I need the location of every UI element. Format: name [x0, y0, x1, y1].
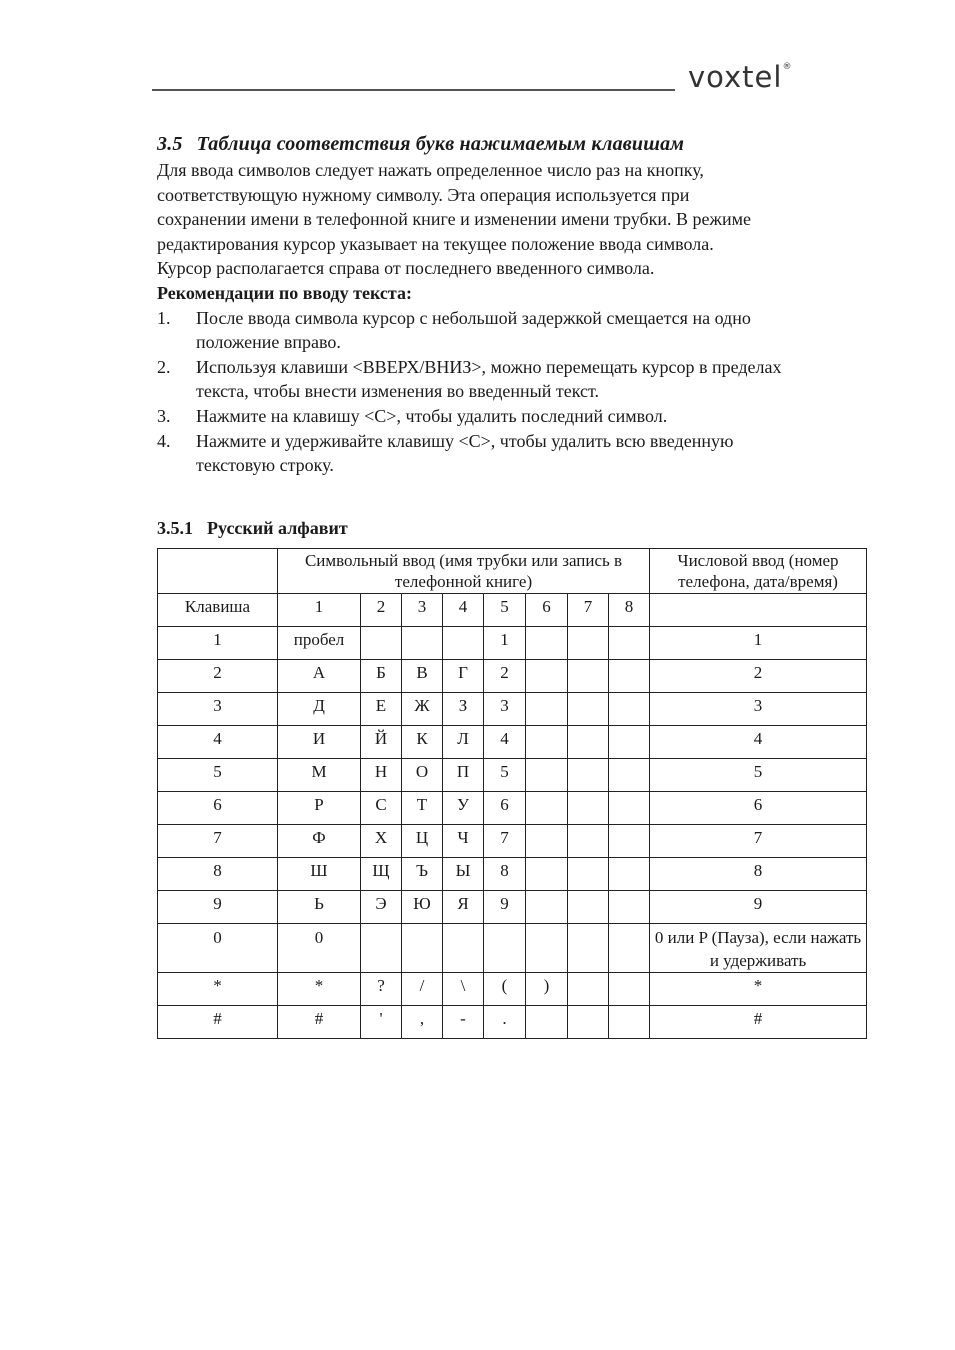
subsection-title [157, 518, 348, 539]
table-row [158, 924, 867, 973]
table-cell-char: 6 [484, 792, 526, 825]
table-cell-char: Ъ [402, 858, 443, 891]
table-cell-char: Х [361, 825, 402, 858]
table-cell-char: ) [526, 973, 568, 1006]
recommendation-line: положение вправо. [196, 332, 341, 353]
table-row [158, 759, 867, 792]
table-cell-char [361, 627, 402, 660]
intro-line: соответствующую нужному символу. Эта операция используется при [157, 184, 690, 205]
table-cell-char [568, 759, 609, 792]
table-cell-char: . [484, 1006, 526, 1039]
table-cell-char [568, 924, 609, 973]
table-row [158, 693, 867, 726]
table-cell-char [568, 792, 609, 825]
intro-line: сохранении имени в телефонной книге и изменении имени трубки. В режиме [157, 209, 751, 230]
voxtel-logo [688, 60, 792, 94]
table-cell-char: ? [361, 973, 402, 1006]
table-cell-char [526, 1006, 568, 1039]
table-cell-char: ' [361, 1006, 402, 1039]
table-row [158, 858, 867, 891]
recommendation-line: текста, чтобы внести изменения во введенный текст. [196, 381, 600, 402]
table-cell-char: М [278, 759, 361, 792]
table-cell-key: 0 [158, 924, 278, 973]
table-cell-char: У [443, 792, 484, 825]
table-cell-numeric: 1 [650, 627, 867, 660]
table-cell-numeric: 5 [650, 759, 867, 792]
table-cell-char: И [278, 726, 361, 759]
recommendation-line: Нажмите и удерживайте клавишу <С>, чтобы удалить всю введенную [196, 430, 734, 451]
table-cell-char: П [443, 759, 484, 792]
table-row [158, 792, 867, 825]
table-cell-char [484, 924, 526, 973]
table-cell-char: 4 [484, 726, 526, 759]
recommendation-line: После ввода символа курсор с небольшой задержкой смещается на одно [196, 307, 751, 328]
table-cell-key: 9 [158, 891, 278, 924]
table-cell-char: Й [361, 726, 402, 759]
table-row [158, 726, 867, 759]
section-number: 3.5 [157, 133, 183, 155]
recommendations-list [157, 306, 869, 478]
table-cell-char: Д [278, 693, 361, 726]
table-header-press-5: 5 [484, 594, 526, 627]
table-cell-char [526, 726, 568, 759]
recommendation-line: Используя клавиши <ВВЕРХ/ВНИЗ>, можно перемещать курсор в пределах [196, 356, 782, 377]
table-row [158, 1006, 867, 1039]
subsection-title-text: Русский алфавит [207, 518, 348, 538]
table-cell-char: Ь [278, 891, 361, 924]
table-cell-char: Щ [361, 858, 402, 891]
table-cell-char [609, 726, 650, 759]
table-cell-numeric: 4 [650, 726, 867, 759]
table-cell-char [443, 627, 484, 660]
table-header-press-6: 6 [526, 594, 568, 627]
recommendation-number: 4. [157, 430, 171, 451]
table-cell-char [609, 891, 650, 924]
table-header-empty-cell [158, 549, 278, 594]
table-cell-char: Э [361, 891, 402, 924]
table-cell-char: 3 [484, 693, 526, 726]
table-cell-numeric: # [650, 1006, 867, 1039]
recommendation-item [157, 306, 869, 355]
table-cell-char: # [278, 1006, 361, 1039]
table-cell-char [568, 627, 609, 660]
table-cell-char: 0 [278, 924, 361, 973]
logo-registered-mark: ® [782, 62, 793, 72]
table-cell-char [526, 825, 568, 858]
table-cell-numeric: 6 [650, 792, 867, 825]
table-cell-numeric: 7 [650, 825, 867, 858]
table-cell-char: Ы [443, 858, 484, 891]
table-header-press-3: 3 [402, 594, 443, 627]
table-cell-char [402, 627, 443, 660]
table-cell-char [526, 924, 568, 973]
table-header-numeric-empty [650, 594, 867, 627]
table-cell-numeric: 8 [650, 858, 867, 891]
intro-paragraph [157, 158, 869, 281]
table-cell-char [609, 858, 650, 891]
table-cell-char: О [402, 759, 443, 792]
table-cell-char: В [402, 660, 443, 693]
table-cell-key: 3 [158, 693, 278, 726]
table-cell-char [609, 1006, 650, 1039]
table-cell-char: А [278, 660, 361, 693]
table-cell-char [609, 759, 650, 792]
recommendation-item [157, 404, 869, 429]
table-row [158, 825, 867, 858]
recommendation-item [157, 355, 869, 404]
table-cell-char: * [278, 973, 361, 1006]
table-cell-char: Я [443, 891, 484, 924]
logo-text: voxtel [688, 60, 783, 94]
table-cell-char: 5 [484, 759, 526, 792]
table-cell-char [568, 1006, 609, 1039]
table-cell-char [526, 759, 568, 792]
table-cell-char [609, 693, 650, 726]
table-cell-char [568, 825, 609, 858]
table-cell-char [609, 792, 650, 825]
table-cell-char: 8 [484, 858, 526, 891]
table-cell-char [568, 891, 609, 924]
table-cell-char: - [443, 1006, 484, 1039]
table-cell-numeric: * [650, 973, 867, 1006]
table-cell-char [526, 858, 568, 891]
table-cell-char [526, 660, 568, 693]
table-cell-char: Ц [402, 825, 443, 858]
table-cell-char [526, 627, 568, 660]
section-title [157, 130, 869, 158]
table-cell-char: ( [484, 973, 526, 1006]
table-cell-numeric: 9 [650, 891, 867, 924]
table-row [158, 891, 867, 924]
table-header-symbol-input: Символьный ввод (имя трубки или запись в телефонной книге) [278, 549, 650, 594]
table-cell-char: 7 [484, 825, 526, 858]
table-cell-key: 1 [158, 627, 278, 660]
table-cell-char [568, 858, 609, 891]
table-cell-numeric: 2 [650, 660, 867, 693]
table-cell-key: 6 [158, 792, 278, 825]
table-cell-char [568, 660, 609, 693]
table-row [158, 973, 867, 1006]
table-header-press-1: 1 [278, 594, 361, 627]
table-cell-key: * [158, 973, 278, 1006]
table-cell-char [526, 891, 568, 924]
intro-line: Курсор располагается справа от последнего введенного символа. [157, 258, 655, 279]
table-cell-char: , [402, 1006, 443, 1039]
table-cell-key: 2 [158, 660, 278, 693]
table-cell-char: Ю [402, 891, 443, 924]
recommendation-item [157, 429, 869, 478]
table-cell-char: Ш [278, 858, 361, 891]
recommendation-number: 3. [157, 405, 171, 426]
recommendations-title: Рекомендации по вводу текста: [157, 282, 412, 303]
subsection-number: 3.5.1 [157, 518, 193, 538]
table-header-press-2: 2 [361, 594, 402, 627]
table-cell-key: 5 [158, 759, 278, 792]
table-cell-char: Е [361, 693, 402, 726]
table-cell-char: Г [443, 660, 484, 693]
recommendation-number: 2. [157, 356, 171, 377]
table-cell-key: 7 [158, 825, 278, 858]
table-cell-char: Н [361, 759, 402, 792]
table-cell-char: Ф [278, 825, 361, 858]
table-cell-char: \ [443, 973, 484, 1006]
table-cell-numeric: 3 [650, 693, 867, 726]
section-title-text: Таблица соответствия букв нажимаемым клавишам [196, 133, 685, 155]
table-cell-char [568, 726, 609, 759]
intro-line: редактирования курсор указывает на текущее положение ввода символа. [157, 233, 714, 254]
table-cell-char [609, 924, 650, 973]
table-header-press-4: 4 [443, 594, 484, 627]
table-cell-char [609, 973, 650, 1006]
table-cell-char [609, 825, 650, 858]
table-cell-char [609, 627, 650, 660]
header-rule [152, 89, 675, 91]
table-cell-char: пробел [278, 627, 361, 660]
table-cell-char [568, 973, 609, 1006]
section-content [157, 130, 869, 478]
table-cell-char: 1 [484, 627, 526, 660]
table-cell-char [526, 693, 568, 726]
table-cell-char: / [402, 973, 443, 1006]
table-cell-char [361, 924, 402, 973]
table-press-header-row [158, 594, 867, 627]
table-cell-char [402, 924, 443, 973]
table-cell-char [443, 924, 484, 973]
table-cell-char: Л [443, 726, 484, 759]
table-cell-key: 4 [158, 726, 278, 759]
table-row [158, 627, 867, 660]
table-cell-numeric: 0 или P (Пауза), если нажать и удерживать [650, 924, 867, 973]
recommendation-line: текстовую строку. [196, 455, 334, 476]
table-cell-char: Б [361, 660, 402, 693]
table-header-numeric-input: Числовой ввод (номер телефона, дата/время) [650, 549, 867, 594]
intro-line: Для ввода символов следует нажать определенное число раз на кнопку, [157, 160, 704, 180]
table-header-key: Клавиша [158, 594, 278, 627]
table-cell-char: К [402, 726, 443, 759]
table-cell-char [609, 660, 650, 693]
table-cell-char: Ч [443, 825, 484, 858]
recommendation-line: Нажмите на клавишу <С>, чтобы удалить последний символ. [196, 405, 668, 426]
recommendation-number: 1. [157, 307, 171, 328]
table-cell-char: Р [278, 792, 361, 825]
table-cell-char: С [361, 792, 402, 825]
table-cell-key: 8 [158, 858, 278, 891]
table-cell-char: Т [402, 792, 443, 825]
russian-alphabet-table [157, 548, 867, 1039]
table-cell-char [568, 693, 609, 726]
table-cell-char: Ж [402, 693, 443, 726]
table-row [158, 660, 867, 693]
table-group-header-row [158, 549, 867, 594]
table-cell-char: З [443, 693, 484, 726]
table-cell-char: 9 [484, 891, 526, 924]
table-cell-key: # [158, 1006, 278, 1039]
table-cell-char: 2 [484, 660, 526, 693]
table-cell-char [526, 792, 568, 825]
table-header-press-8: 8 [609, 594, 650, 627]
table-header-press-7: 7 [568, 594, 609, 627]
